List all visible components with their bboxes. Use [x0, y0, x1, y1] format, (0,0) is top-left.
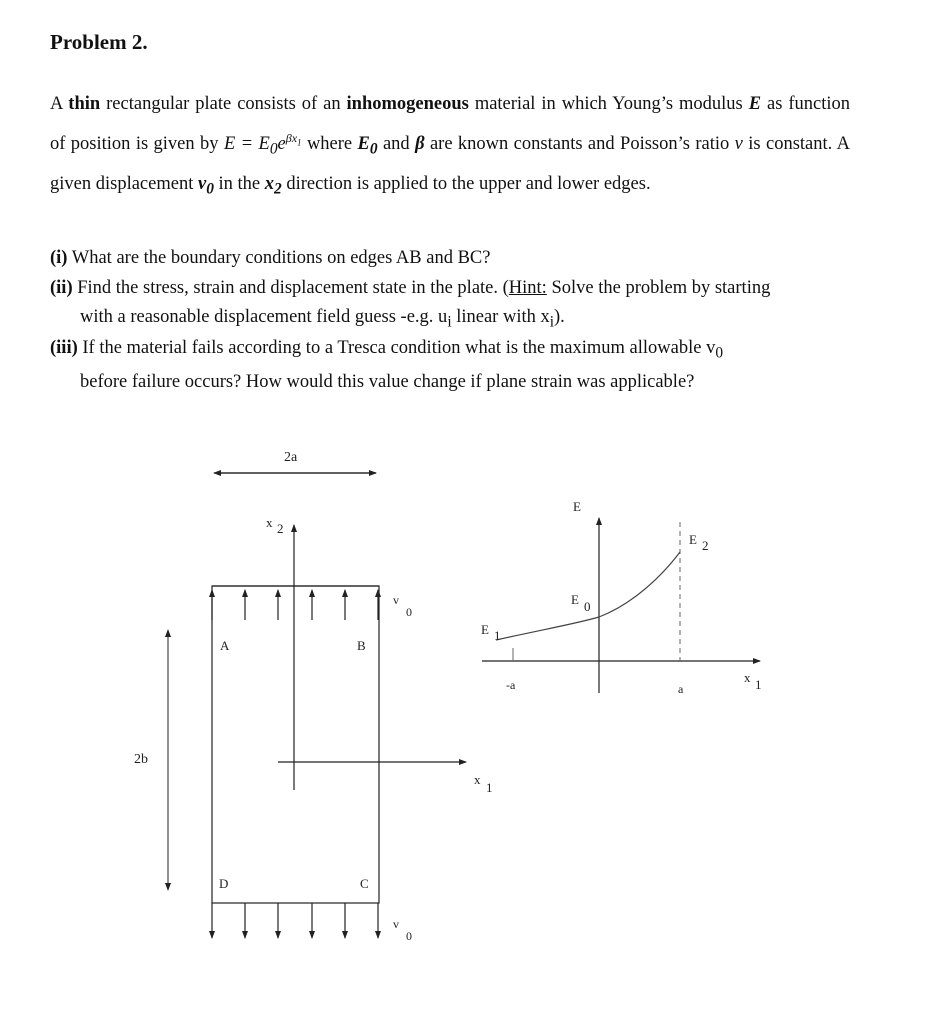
width-dimension	[214, 450, 376, 473]
svg-text:2b: 2b	[134, 752, 148, 767]
problem-statement: A thin rectangular plate consists of an inhomogeneous material in which Young’s modulus E as function of position is given by $E = E_0e^{\beta x_1}$ where $E_0$ and β are known constants and Poisson’s ratio ν is constant. A given displacement $v_0$ in the $x_2$ direction is applied to the upper and lower edges.	[50, 94, 851, 198]
problem-title: Problem 2.	[50, 30, 148, 54]
svg-text:x: x	[266, 515, 273, 530]
corner-d-label: D	[219, 876, 229, 891]
corner-b-label: B	[357, 638, 366, 653]
svg-text:2: 2	[277, 521, 284, 536]
svg-text:1: 1	[755, 677, 762, 692]
x2-axis	[266, 515, 294, 790]
v0-bottom-label: v	[393, 917, 399, 931]
svg-text:a: a	[678, 682, 684, 696]
svg-text:0: 0	[406, 605, 412, 619]
svg-text:2: 2	[702, 538, 709, 553]
v0-top-label: v	[393, 593, 399, 607]
svg-text:x: x	[474, 772, 481, 787]
x1-axis	[278, 762, 493, 795]
svg-text:E: E	[573, 499, 581, 514]
svg-text:E: E	[689, 532, 697, 547]
corner-a-label: A	[220, 638, 230, 653]
modulus-formula: $E = E_0e^{\beta x_1}$	[223, 131, 302, 158]
svg-text:2a: 2a	[284, 450, 298, 465]
svg-text:E: E	[571, 592, 579, 607]
svg-text:E: E	[481, 622, 489, 637]
top-displacement-arrows	[212, 586, 379, 620]
svg-text:x: x	[744, 670, 751, 685]
svg-text:0: 0	[406, 929, 412, 943]
height-dimension	[134, 630, 168, 890]
svg-text:0: 0	[584, 599, 591, 614]
plate-rectangle	[212, 586, 379, 903]
bottom-displacement-arrows	[212, 903, 378, 938]
svg-text:1: 1	[486, 780, 493, 795]
modulus-graph	[481, 499, 762, 696]
svg-text:1: 1	[494, 628, 501, 643]
question-ii: (ii) Find the stress, strain and displacement state in the plate. (Hint: Solve the problem by starting with a reasonable displacement field guess -e.g. $u_i$ linear with $x_i$).	[50, 278, 771, 331]
corner-c-label: C	[360, 876, 369, 891]
question-iii: (iii) If the material fails according to a Tresca condition what is the maximum allowable $v_0$ before failure occurs? How would this value change if plane strain was applicable?	[50, 338, 724, 392]
modulus-curve	[496, 552, 680, 640]
question-i: (i) What are the boundary conditions on edges AB and BC?	[50, 248, 491, 268]
svg-text:-a: -a	[506, 678, 516, 692]
